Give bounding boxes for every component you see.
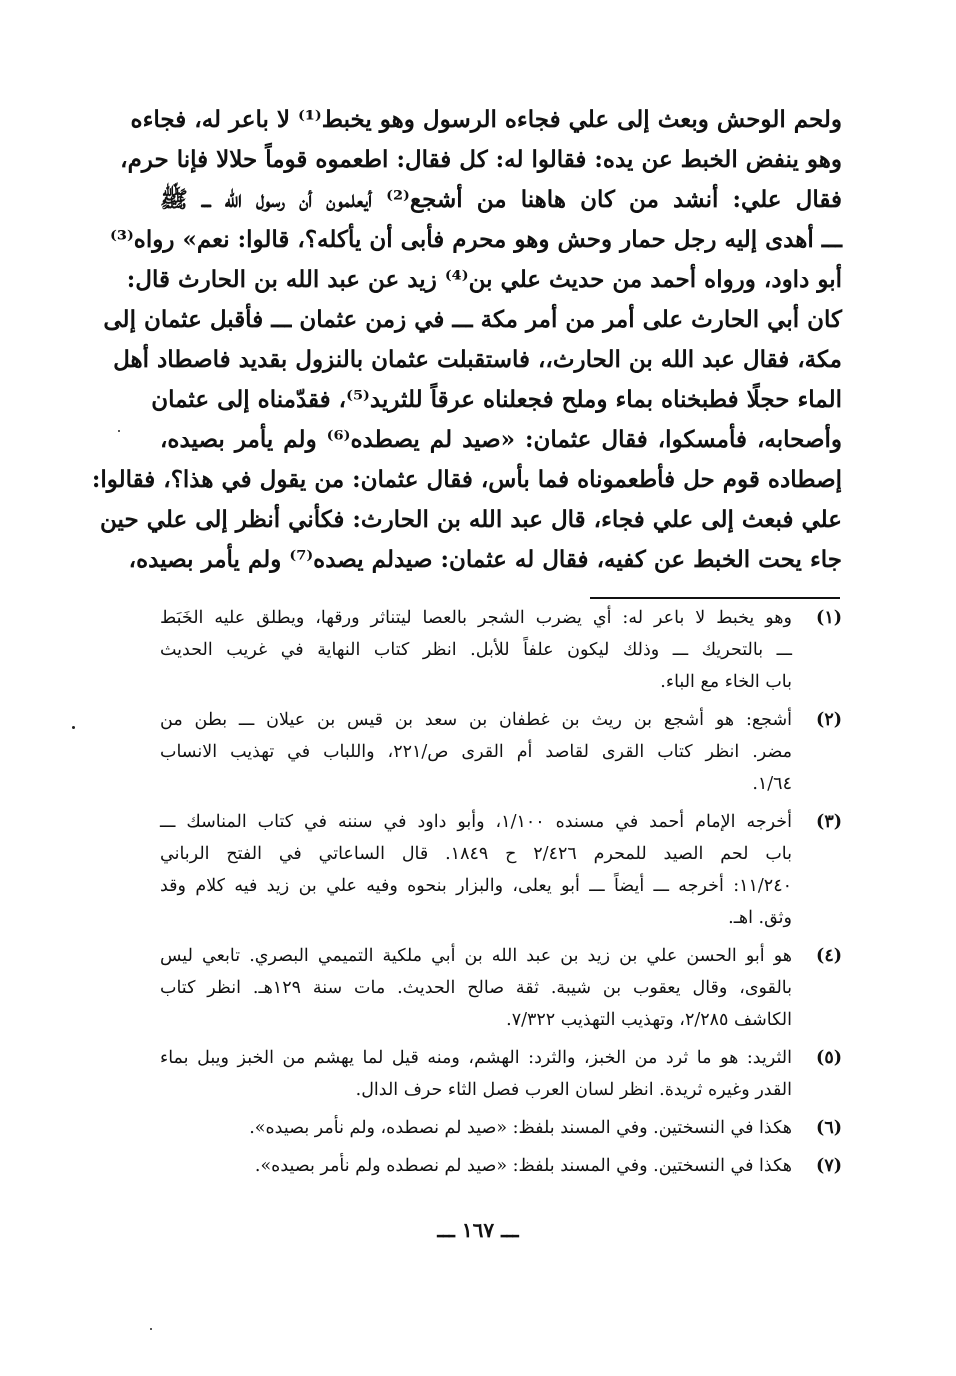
footnote — [160, 704, 842, 800]
main-text-line: كان أبي الحارث على أمر من أمر مكة ـــ في زمن عثمان ـــ فأقبل عثمان إلى — [103, 306, 842, 333]
footnote-line: هو أبو الحسن علي بن زيد بن عبد الله بن أبي ملكية التميمي البصري. تابعي ليس — [160, 946, 792, 966]
footnote-number: (٤) — [816, 946, 842, 966]
footnote-text — [160, 1150, 792, 1182]
footnote — [160, 1112, 842, 1144]
scan-speck — [118, 430, 120, 432]
footnote — [160, 602, 842, 698]
footnote-line: ١١/٢٤٠: أخرجه ـــ أيضاً ـــ أبو يعلى، والبزار بنحوه وفيه علي بن زيد فيه كلام وقد — [160, 876, 792, 896]
footnote-text — [160, 1112, 792, 1144]
footnote-line: أشجع: هو أشجع بن ريث بن غطفان بن سعد بن قيس بن عيلان ـــ بطن من — [160, 710, 792, 730]
main-text-line: أبو داود، ورواه أحمد من حديث علي بن⁽⁴⁾ زيد عن عبد الله بن الحارث قال: — [126, 266, 842, 293]
footnote-line: ١/٦٤. — [752, 774, 792, 794]
main-text — [91, 100, 843, 580]
footnote-line: وهو يخبط لا باعر له: أي يضرب الشجر بالعصا ليتناثر ورقها، ويطلق عليه الخَبَط — [160, 608, 792, 628]
footnote-line: هكذا في النسختين. وفي المسند بلفظ: «صيد لم نصطده، ولم نأمر بصيده». — [249, 1118, 792, 1138]
main-text-line: جاء يحت الخبط عن كفيه، فقال له عثمان: صيدلم يصده⁽⁷⁾ ولم يأمر بصيده، — [128, 546, 842, 573]
main-text-line: ـــ أهدى إليه رجل حمار وحش وهو محرم فأبى أن يأكله؟، قالوا: نعم» رواه⁽³⁾ — [110, 226, 842, 253]
main-text-line: فقال علي: أنشد من كان هاهنا من أشجع⁽²⁾ أيعلمون أن رسول الله ـــ ﷺ — [160, 186, 843, 213]
footnote-text — [160, 602, 792, 698]
footnote-line: مضر. انظر كتاب القرى لقاصد أم القرى ص/٢٢١، واللباب في تهذيب الانساب — [160, 742, 792, 762]
footnote-text — [160, 940, 792, 1036]
footnote — [160, 940, 842, 1036]
footnote-line: بالقوى، وقال يعقوب بن شيبة. ثقة صالح الحديث. مات سنة ١٢٩هـ. انظر كتاب — [160, 978, 792, 998]
footnote-text — [160, 1042, 792, 1106]
footnote-line: أخرجه الإمام أحمد في مسنده ١/١٠٠، وأبو داود في سننه في كتاب المناسك ـــ — [160, 812, 792, 832]
footnote-line: الثريد: هو ما ثرد من الخبز، والثرد: الهشم، ومنه قيل لما يهشم من الخبز ويبل بماء — [160, 1048, 792, 1068]
footnote-number: (٧) — [816, 1156, 842, 1176]
page-number: ـــ ١٦٧ ـــ — [437, 1218, 519, 1242]
footnote-line: الكاشف ٢/٢٨٥، وتهذيب التهذيب ٧/٣٢٢. — [506, 1010, 792, 1030]
main-text-line: مكة، فقال عبد الله بن الحارث،، فاستقبلت عثمان بالنزول بقديد فاصطاد أهل — [113, 346, 842, 373]
footnote-number: (٦) — [816, 1118, 842, 1138]
footnotes — [160, 602, 842, 1188]
footnote-number: (٢) — [816, 710, 842, 730]
scan-speck — [150, 1328, 152, 1330]
main-text-line: ولحم الوحش وبعث إلى علي فجاءه الرسول وهو يخبط⁽¹⁾ لا باعر له، فجاءه — [130, 106, 842, 133]
footnote-line: باب الخاء مع الباء. — [660, 672, 792, 692]
footnote-number: (١) — [816, 608, 842, 628]
footnote-line: ـــ بالتحريك ـــ وذلك ليكون علفاً للأبل. انظر كتاب النهاية في غريب الحديث — [160, 640, 792, 660]
main-text-line: الماء حجلًا فطبخناه بماء وملح فجعلناه عرقاً للثريد⁽⁵⁾، فقدّمناه إلى عثمان — [151, 386, 842, 413]
main-text-line: وأصحابه، فأمسكوا، فقال عثمان: «صيد لم يصطده⁽⁶⁾ ولم يأمر بصيده، — [160, 426, 842, 453]
footnote — [160, 806, 842, 934]
footnote-line: باب لحم الصيد للمحرم ٢/٤٢٦ ح ١٨٤٩. قال الساعاتي في الفتح الرباني — [160, 844, 792, 864]
main-text-line: وهو ينفض الخبط عن يده: فقالوا له: كل فقال: اطعموه قوماً حلالا فإنا حرم، — [120, 146, 842, 173]
footnote-line: القدر وغيره ثريدة. انظر لسان العرب فصل الثاء حرف الدال. — [355, 1080, 792, 1100]
footnote-number: (٣) — [816, 812, 842, 832]
footnote-line: وثق. اهـ. — [728, 908, 792, 928]
scan-speck — [72, 726, 75, 729]
footnote-line: هكذا في النسختين. وفي المسند بلفظ: «صيد لم نصطده ولم نأمر بصيده». — [254, 1156, 792, 1176]
footnote — [160, 1042, 842, 1106]
main-text-line: علي فبعث إلى علي فجاء، قال عبد الله بن الحارث: فكأني أنظر إلى علي حين — [100, 506, 842, 533]
footnote — [160, 1150, 842, 1182]
footnote-text — [160, 704, 792, 800]
footnote-text — [160, 806, 792, 934]
main-text-line: إصطاده قوم حل فأطعموناه فما بأس، فقال عثمان: من يقول في هذا؟، فقالوا: — [91, 466, 842, 493]
footnote-separator — [590, 597, 840, 599]
footnote-number: (٥) — [816, 1048, 842, 1068]
